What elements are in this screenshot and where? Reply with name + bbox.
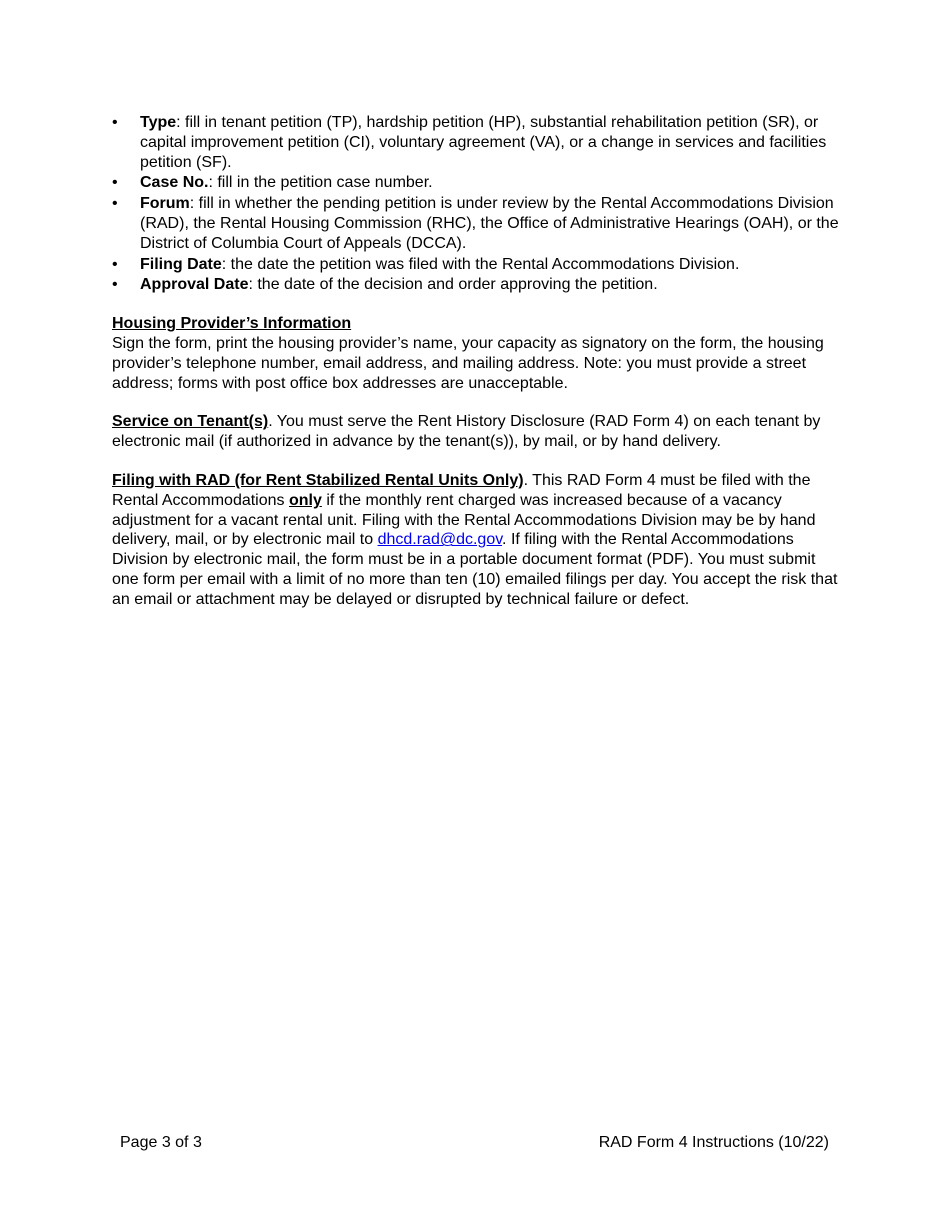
bullet-icon: • [112, 255, 118, 273]
term-approval-date: Approval Date [140, 276, 249, 294]
desc-filing-date: the date the petition was filed with the Rental Accommodations Division. [230, 255, 740, 273]
filing-heading: Filing with RAD (for Rent Stabilized Rental Units Only) [112, 471, 524, 489]
page-number: Page 3 of 3 [120, 1134, 202, 1151]
list-item-approval-date [112, 275, 842, 295]
housing-provider-text: Sign the form, print the housing provider’s name, your capacity as signatory on the form, the housing provider’s telephone number, email address, and mailing address. Note: you must provide a street address; forms with post office box addresses are unacceptable. [112, 334, 824, 392]
term-forum: Forum [140, 195, 190, 213]
separator: : [189, 195, 199, 213]
separator: : [176, 114, 186, 131]
list-item-filing-date [112, 255, 842, 275]
filing-emphasis-only: only [288, 491, 322, 509]
list-item-type [112, 113, 842, 172]
service-heading: Service on Tenant(s) [112, 413, 269, 431]
term-filing-date: Filing Date [140, 255, 222, 273]
housing-provider-section [112, 314, 842, 393]
service-section [112, 412, 842, 452]
list-item-case-no [112, 173, 842, 193]
housing-provider-heading: Housing Provider’s Information [112, 315, 352, 333]
service-text: . You must serve the Rent History Disclosure (RAD Form 4) on each tenant by electronic mail (if authorized in advance by the tenant(s)), by mail, or by hand delivery. [112, 413, 821, 451]
list-item-forum [112, 194, 842, 253]
desc-forum: fill in whether the pending petition is under review by the Rental Accommodations Division (RAD), the Rental Housing Commission (RHC), the Office of Administrative Hearings (OAH), or the District of Columbia Court of Appeals (DCCA). [140, 195, 839, 252]
bullet-icon: • [112, 195, 118, 213]
email-link[interactable]: dhcd.rad@dc.gov [377, 531, 503, 549]
filing-text-b: if the monthly rent charged was increased because of a vacancy adjustment for a vacant rental unit. Filing with the Rental Accommodations Division may be by hand delivery, mail, or by electronic mail to [112, 491, 816, 549]
bullet-icon: • [112, 276, 118, 294]
separator: : [248, 276, 258, 294]
desc-type: fill in tenant petition (TP), hardship petition (HP), substantial rehabilitation petition (SR), or capital improvement petition (CI), voluntary agreement (VA), or a change in services and facilities petition (SF). [140, 114, 827, 171]
document-body [112, 113, 842, 610]
field-instructions-list [112, 113, 842, 295]
separator: : [208, 174, 218, 192]
filing-text-c: . If filing with the Rental Accommodations Division by electronic mail, the form must be in a portable document format (PDF). You must submit one form per email with a limit of no more than ten (10) emailed filings per day. You accept the risk that an email or attachment may be delayed or disrupted by technical failure or defect. [112, 531, 838, 608]
bullet-icon: • [112, 114, 118, 131]
filing-text-a: . This RAD Form 4 must be filed with the Rental Accommodations [112, 471, 811, 509]
term-case-no: Case No. [140, 174, 209, 192]
filing-section [112, 471, 842, 610]
desc-approval-date: the date of the decision and order approving the petition. [257, 276, 658, 294]
desc-case-no: fill in the petition case number. [217, 174, 433, 192]
bullet-icon: • [112, 174, 118, 192]
term-type: Type [140, 114, 177, 131]
form-identifier: RAD Form 4 Instructions (10/22) [598, 1134, 829, 1151]
separator: : [221, 255, 231, 273]
